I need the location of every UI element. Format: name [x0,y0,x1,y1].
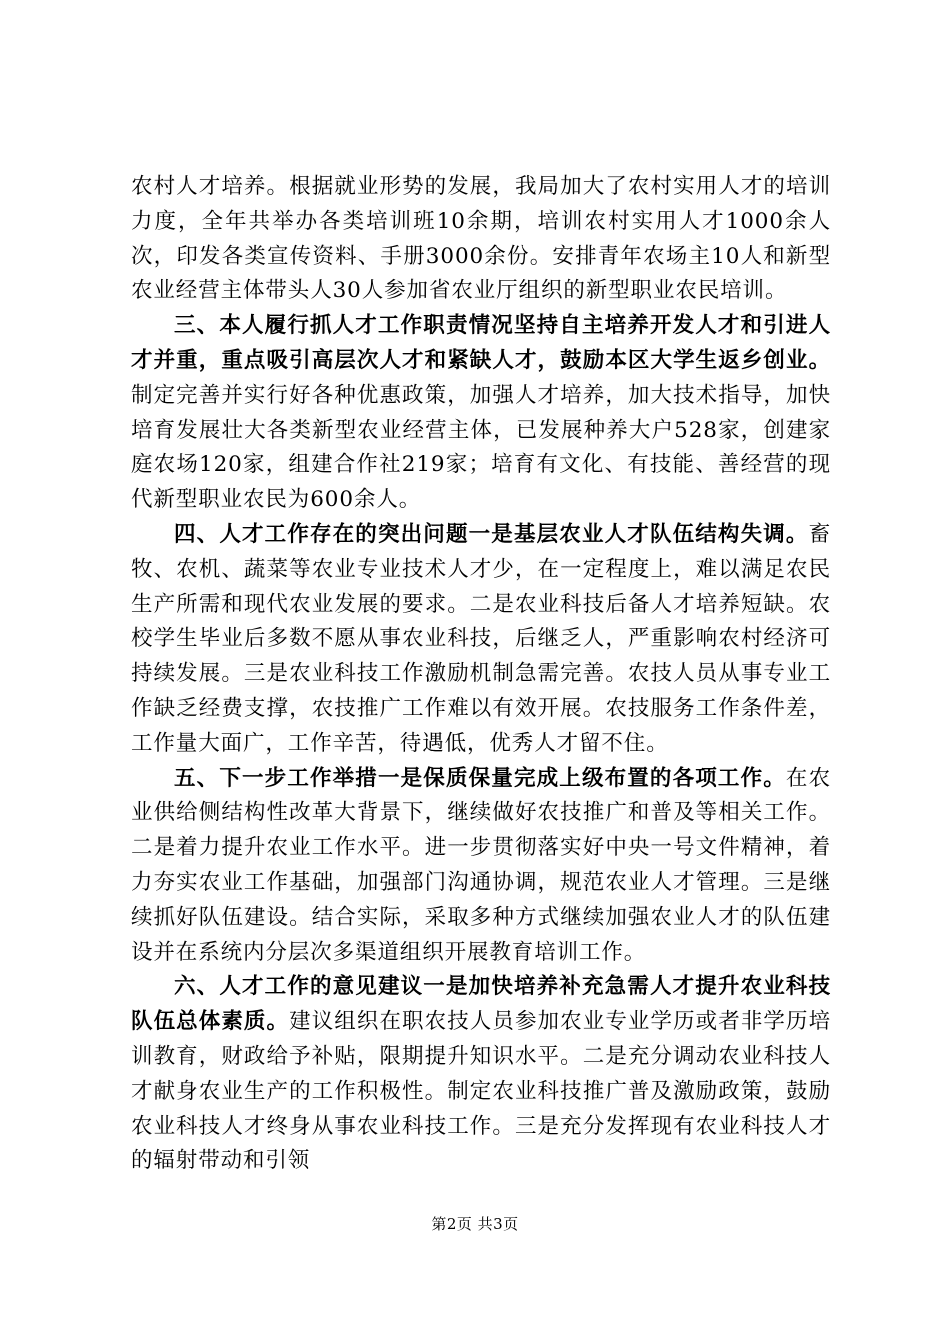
section-heading: 四、人才工作存在的突出问题一是基层农业人才队伍结构失调。 [174,521,809,547]
paragraph-text: 在农业供给侧结构性改革大背景下，继续做好农技推广和普及等相关工作。二是着力提升农业工作水平。进一步贯彻落实好中央一号文件精神，着力夯实农业工作基础，加强部门沟通协调，规范农业人才管理。三是继续抓好队伍建设。结合实际，采取多种方式继续加强农业人才的队伍建设并在系统内分层次多渠道组织开展教育培训工作。 [131,765,831,965]
section-heading: 五、下一步工作举措一是保质保量完成上级布置的各项工作。 [174,765,786,791]
paragraph-section-3 [131,309,831,518]
document-body [131,170,831,1179]
paragraph-section-4 [131,518,831,762]
paragraph-text: 建议组织在职农技人员参加农业专业学历或者非学历培训教育，财政给予补贴，限期提升知识水平。二是充分调动农业科技人才献身农业生产的工作积极性。制定农业科技推广普及激励政策，鼓励农业科技人才终身从事农业科技工作。三是充分发挥现有农业科技人才的辐射带动和引领 [131,1009,831,1174]
section-heading: 六、人才工作的意见建议一是加快培养补充急需人才提升农业科技队伍总体素质。 [131,974,831,1035]
page-number-footer: 第2页 共3页 [431,1215,519,1233]
paragraph-text: 农村人才培养。根据就业形势的发展，我局加大了农村实用人才的培训力度，全年共举办各类培训班10余期，培训农村实用人才1000余人次，印发各类宣传资料、手册3000余份。安排青年农场主10人和新型农业经营主体带头人30人参加省农业厅组织的新型职业农民培训。 [131,174,831,304]
paragraph-continuation [131,170,831,309]
paragraph-section-6 [131,970,831,1179]
paragraph-text: 制定完善并实行好各种优惠政策，加强人才培养，加大技术指导，加快培育发展壮大各类新型农业经营主体，已发展种养大户528家，创建家庭农场120家，组建合作社219家；培育有文化、有技能、善经营的现代新型职业农民为600余人。 [131,382,831,513]
paragraph-section-5 [131,762,831,971]
paragraph-text: 畜牧、农机、蔬菜等农业专业技术人才少，在一定程度上，难以满足农民生产所需和现代农业发展的要求。二是农业科技后备人才培养短缺。农校学生毕业后多数不愿从事农业科技，后继乏人，严重影响农村经济可持续发展。三是农业科技工作激励机制急需完善。农技人员从事专业工作缺乏经费支撑，农技推广工作难以有效开展。农技服务工作条件差，工作量大面广，工作辛苦，待遇低，优秀人才留不住。 [131,521,831,756]
section-heading: 三、本人履行抓人才工作职责情况坚持自主培养开发人才和引进人才并重，重点吸引高层次人才和紧缺人才，鼓励本区大学生返乡创业。 [131,313,831,373]
